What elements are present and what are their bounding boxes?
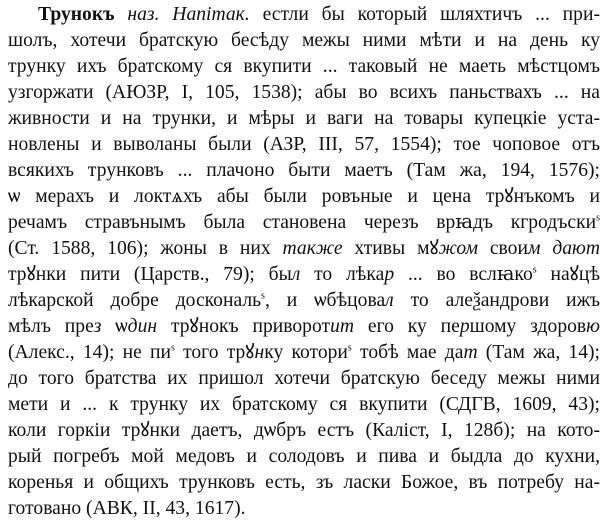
italic-text: т (463, 342, 478, 363)
text-run: речамъ стравънымъ была становена черезъ врꙗдъ кгродъски (8, 212, 597, 233)
superscript-mark: s (261, 290, 265, 302)
italic-text: з (93, 316, 102, 337)
text-run: до того братства их пришол хотечи братскую беседу межы ними (8, 368, 600, 389)
text-run: хтивы мꙋ (342, 238, 439, 259)
text-run: естли бы который шляхтичъ ... при- (249, 4, 600, 25)
text-run: готовано (АВК, II, 43, 1617). (8, 498, 246, 519)
superscript-mark: s (347, 342, 352, 354)
text-run (115, 4, 128, 25)
text-run: шому здоров (469, 316, 587, 337)
entry-line (8, 340, 600, 366)
italic-text: л (385, 290, 394, 311)
text-run: (Там жа, 14); (477, 342, 600, 363)
text-run: мети и ... к трунку их братскому ся вкупити (СДГВ, 1609, 43); (8, 394, 600, 415)
text-run: всякихъ трунковъ ... плачоно быти маетъ (Там жа, 194, 1576); (8, 160, 600, 181)
entry-line (8, 158, 600, 184)
entry-line (8, 496, 600, 522)
entry-line (8, 288, 600, 314)
text-run: (Ст. 1588, 106); жоны в них (8, 238, 283, 259)
entry-line (8, 470, 600, 496)
text-run: его ку пе (354, 316, 460, 337)
text-run: рый погребъ мой медовъ и солодовъ и пива и быдла до кухни, (8, 446, 600, 467)
text-run: то алеѯандрови ижъ (393, 290, 600, 311)
italic-text: жом (438, 238, 478, 259)
entry-line (8, 392, 600, 418)
text-run: шолъ, хотечи братскую бесѣду межы ними мѣти и на день ку (8, 30, 600, 51)
text-run: того трꙋ (174, 342, 255, 363)
entry-line (8, 444, 600, 470)
text-run: трунку ихъ братскому ся вкупити ... таковый не маеть мѣстцомъ (8, 56, 600, 77)
text-run: лѣкарской добре доскональ (8, 290, 262, 311)
italic-text: наз. Напiтак. (127, 4, 250, 25)
italic-text: л (291, 264, 301, 285)
entry-line (8, 106, 600, 132)
italic-text: м дают (527, 238, 600, 259)
text-run: то лѣка (300, 264, 385, 285)
entry-line (8, 54, 600, 80)
italic-text: также (282, 238, 343, 259)
text-run: трꙋнокъ приворот (157, 316, 331, 337)
entry-line (8, 184, 600, 210)
text-run: коренья и общихъ трунковъ есть, зъ ласки Божое, въ потребу на- (8, 472, 600, 493)
text-run: живности и на трунки, и мѣры и ваги на товары купецкie уста- (8, 108, 600, 129)
text-run: тобѣ мае да (351, 342, 464, 363)
entry-line (8, 210, 600, 236)
text-run: , и ѡбѣцова (264, 290, 386, 311)
italic-text: ит (330, 316, 355, 337)
entry-line (8, 418, 600, 444)
text-run: свои (477, 238, 528, 259)
italic-text: ю (586, 316, 600, 337)
text-run: трꙋнки пити (Царств., 79); бы (8, 264, 292, 285)
text-run: узгоржати (АЮЗР, І, 105, 1538); абы во всихъ паньствахъ ... на (8, 82, 600, 103)
text-run: ѡ мерахъ и локтѧхъ абы были ровъные и цена трꙋнъкомъ и (8, 186, 600, 207)
superscript-mark: s (170, 342, 175, 354)
text-run: ѡ (101, 316, 128, 337)
text-run: коли горкiи трꙋнки даетъ, дѡбръ естъ (Калiст, I, 128б); на кото- (8, 420, 600, 441)
superscript-mark: s (596, 212, 600, 224)
entry-line (8, 236, 600, 262)
text-run: новлены и выволаны были (АЗР, III, 57, 1554); тое чоповое отъ (8, 134, 600, 155)
italic-text: дин (127, 316, 158, 337)
italic-text: р (459, 316, 470, 337)
headword: Трунокъ (38, 4, 115, 25)
text-run: ку котори (264, 342, 348, 363)
entry-line (8, 28, 600, 54)
italic-text: р (384, 264, 395, 285)
italic-text: н (254, 342, 265, 363)
entry-line (8, 314, 600, 340)
entry-line (8, 132, 600, 158)
text-run: мѣлъ пре (8, 316, 94, 337)
entry-line (8, 2, 600, 28)
superscript-mark: s (532, 264, 537, 276)
entry-line (8, 80, 600, 106)
text-run: (Алекс., 14); не пи (8, 342, 171, 363)
text-run: наꙋцѣ (536, 264, 600, 285)
entry-line (8, 262, 600, 288)
entry-line (8, 366, 600, 392)
text-run: ... во вслꙗко (394, 264, 533, 285)
